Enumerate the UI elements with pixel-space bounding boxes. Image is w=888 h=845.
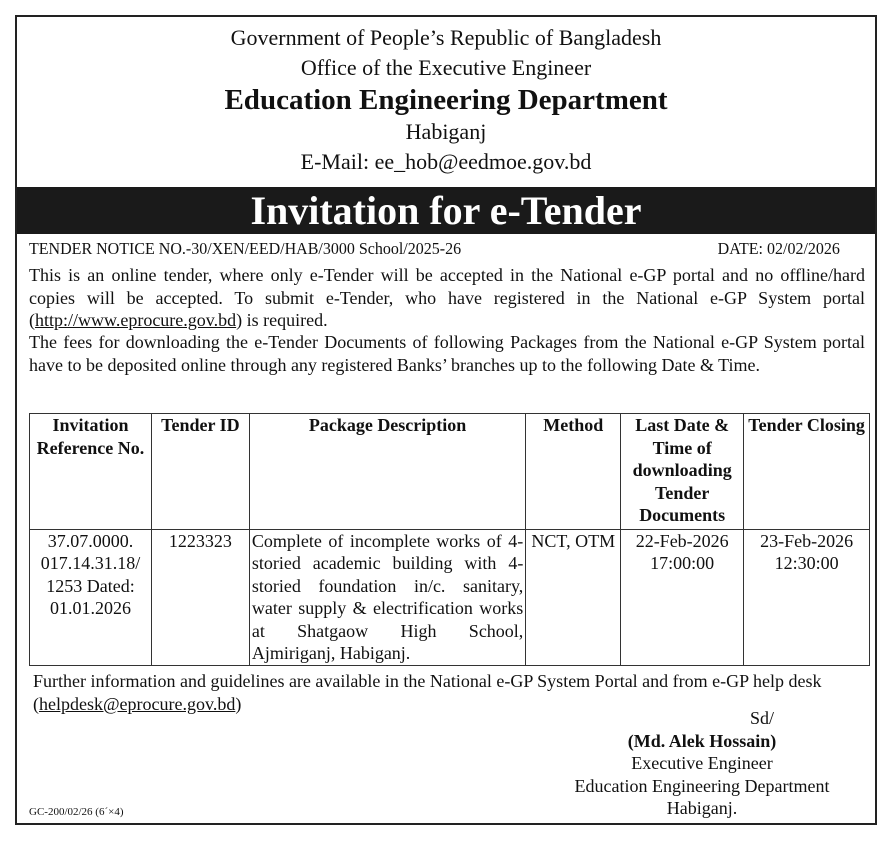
table-row xyxy=(30,529,870,665)
government-line: Government of People’s Republic of Bangladesh xyxy=(230,25,662,50)
intro-text: This is an online tender, where only e-Tender will be accepted in the National e-GP portal and no offline/hard copies will be accepted. To submit e-Tender, who have registered in the National e-GP System portal ( xyxy=(29,265,865,330)
signatory-designation: Executive Engineer xyxy=(631,753,773,773)
method-cell: NCT, OTM xyxy=(526,529,621,665)
publication-code: GC-200/02/26 (6´×4) xyxy=(29,806,124,818)
signature-sd: Sd/ xyxy=(749,708,774,728)
col-closing: Tender Closing xyxy=(744,414,870,530)
intro-paragraph-1 xyxy=(29,264,865,332)
letterhead xyxy=(17,23,875,177)
table-header-row xyxy=(30,414,870,530)
signatory-location: Habiganj. xyxy=(666,798,738,818)
reference-cell: 37.07.0000. 017.14.31.18/ 1253 Dated: 01.01.2026 xyxy=(30,529,152,665)
tender-table xyxy=(29,413,870,666)
department-name: Education Engineering Department xyxy=(224,84,668,116)
notice-date: DATE: 02/02/2026 xyxy=(717,239,840,258)
tender-notice xyxy=(15,15,877,825)
col-method: Method xyxy=(526,414,621,530)
col-last-date: Last Date & Time of downloading Tender Documents xyxy=(621,414,744,530)
last-date-cell: 22-Feb-2026 17:00:00 xyxy=(621,529,744,665)
eprocure-link[interactable]: http://www.eprocure.gov.bd xyxy=(35,310,237,330)
col-description: Package Description xyxy=(249,414,525,530)
col-reference: Invitation Reference No. xyxy=(30,414,152,530)
email: E-Mail: ee_hob@eedmoe.gov.bd xyxy=(300,149,592,174)
further-info-end: ) xyxy=(235,693,242,714)
helpdesk-email-link[interactable]: helpdesk@eprocure.gov.bd xyxy=(39,693,236,714)
further-info-text: Further information and guidelines are available in the National e-GP System Portal and from e-GP help desk ( xyxy=(33,671,822,714)
closing-cell: 23-Feb-2026 12:30:00 xyxy=(744,529,870,665)
notice-line xyxy=(29,239,840,259)
intro-paragraph-2: The fees for downloading the e-Tender Documents of following Packages from the National e-GP System portal have to be deposited online through any registered Banks’ branches up to the following Date & Time. xyxy=(29,332,865,375)
notice-number: TENDER NOTICE NO.-30/XEN/EED/HAB/3000 School/2025-26 xyxy=(29,239,462,258)
office-line: Office of the Executive Engineer xyxy=(300,55,592,80)
tender-id-cell: 1223323 xyxy=(151,529,249,665)
intro-text-end: ) is required. xyxy=(236,310,328,330)
notice-title: Invitation for e-Tender xyxy=(17,187,875,234)
signatory-name: (Md. Alek Hossain) xyxy=(627,730,777,751)
location: Habiganj xyxy=(405,119,487,144)
signatory-department: Education Engineering Department xyxy=(574,775,830,796)
col-tender-id: Tender ID xyxy=(151,414,249,530)
description-cell: Complete of incomplete works of 4-storied academic building with 4-storied foundation in/c. sanitary, water supply & electrification works at Shatgaow High School, Ajmiriganj, Habiganj. xyxy=(249,529,525,665)
signature-block xyxy=(537,707,867,820)
